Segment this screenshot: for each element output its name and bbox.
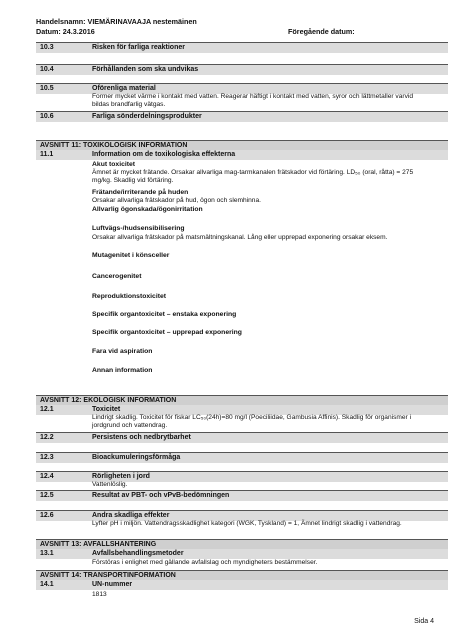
eye-damage-heading: Allvarlig ögonskada/ögonirritation — [92, 206, 203, 213]
row-title: Rörligheten i jord — [92, 473, 150, 480]
section-heading: AVSNITT 14: TRANSPORTINFORMATION — [40, 572, 176, 579]
row-number: 10.3 — [40, 44, 54, 51]
row-number: 12.3 — [40, 454, 54, 461]
row-title: Resultat av PBT- och vPvB-bedömningen — [92, 492, 230, 499]
stot-repeated-heading: Specifik organtoxicitet – upprepad exponering — [92, 329, 242, 336]
acute-toxicity-text: Ämnet är mycket frätande. Orsakar allvarliga mag-tarmkanalen frätskador vid förtäring. LD₅₀ (oral, råtta) = 275 mg/kg. Skadlig vid förtäring. — [92, 169, 414, 184]
trade-name: Handelsnamn: VIEMÄRINAVAAJA nestemäinen — [36, 17, 197, 26]
row-title: Avfallsbehandlingsmetoder — [92, 550, 184, 557]
row-12-5 — [36, 490, 448, 501]
incompatible-materials-text: Former mycket värme i kontakt med vatten. Reagerar häftigt i kontakt med vatten, syror och lättmetaller varvid bildas brandfarlig vätgas. — [92, 93, 414, 108]
previous-date: Föregående datum: — [288, 27, 355, 36]
row-number: 12.1 — [40, 406, 54, 413]
waste-treatment-text: Förstöras i enlighet med gällande avfallslag och myndigheters bestämmelser. — [92, 559, 318, 566]
row-number: 12.2 — [40, 434, 54, 441]
reproductive-toxicity-heading: Reproduktionstoxicitet — [92, 293, 167, 300]
row-number: 12.6 — [40, 512, 54, 519]
row-title: Farliga sönderdelningsprodukter — [92, 113, 202, 120]
stot-single-heading: Specifik organtoxicitet – enstaka exponering — [92, 311, 237, 318]
aspiration-hazard-heading: Fara vid aspiration — [92, 348, 153, 355]
row-number: 12.5 — [40, 492, 54, 499]
sensitisation-text: Orsakar allvarliga frätskador på matsmältningskanal. Lång eller upprepad exponering orsakar eksem. — [92, 234, 388, 241]
row-title: Risken för farliga reaktioner — [92, 44, 185, 51]
section-heading: AVSNITT 11: TOXIKOLOGISK INFORMATION — [40, 142, 188, 149]
row-title: Andra skadliga effekter — [92, 512, 170, 519]
row-10-6 — [36, 111, 448, 122]
skin-corrosion-heading: Frätande/irriterande på huden — [92, 189, 189, 196]
mutagenicity-heading: Mutagenitet i könsceller — [92, 252, 170, 259]
mobility-text: Vattenlöslig. — [92, 481, 128, 488]
row-title: Oförenliga material — [92, 85, 156, 92]
row-title: Persistens och nedbrytbarhet — [92, 434, 191, 441]
carcinogenicity-heading: Cancerogenitet — [92, 273, 142, 280]
row-14-1 — [36, 580, 448, 590]
acute-toxicity-heading: Akut toxicitet — [92, 161, 136, 168]
page-number: Sida 4 — [414, 618, 434, 625]
section-heading: AVSNITT 13: AVFALLSHANTERING — [40, 541, 157, 548]
row-10-3 — [36, 42, 448, 53]
row-number: 10.6 — [40, 113, 54, 120]
document-date: Datum: 24.3.2016 — [36, 27, 95, 36]
row-12-2 — [36, 432, 448, 443]
toxicity-text: Lindrigt skadlig. Toxicitet för fiskar LC₅₀(24h)=80 mg/l (Poeciliidae, Gambusia Affinis). Skadlig för organismer i jordgrund och vattendrag. — [92, 414, 412, 429]
skin-corrosion-text: Orsakar allvarliga frätskador på hud, ögon och slemhinna. — [92, 197, 261, 204]
row-number: 11.1 — [40, 151, 54, 158]
row-title: UN-nummer — [92, 581, 133, 588]
row-13-1 — [36, 549, 448, 559]
other-effects-text: Lyfter pH i miljön. Vattendragsskadlighet kategori (WGK, Tyskland) = 1, Ämnet lindrigt skadlig i vattendrag. — [92, 520, 402, 527]
row-number: 13.1 — [40, 550, 54, 557]
row-number: 12.4 — [40, 473, 54, 480]
row-12-3 — [36, 452, 448, 463]
sensitisation-heading: Luftvägs-/hudsensibilisering — [92, 225, 185, 232]
row-title: Bioackumuleringsförmåga — [92, 454, 181, 461]
other-information-heading: Annan information — [92, 367, 153, 374]
row-number: 10.4 — [40, 66, 54, 73]
un-number-value: 1813 — [92, 591, 107, 598]
row-title: Information om de toxikologiska effekterna — [92, 151, 236, 158]
row-11-1 — [36, 150, 448, 160]
row-title: Förhållanden som ska undvikas — [92, 66, 199, 73]
row-title: Toxicitet — [92, 406, 121, 413]
section-heading: AVSNITT 12: EKOLOGISK INFORMATION — [40, 397, 177, 404]
row-10-4 — [36, 64, 448, 75]
row-number: 14.1 — [40, 581, 54, 588]
row-number: 10.5 — [40, 85, 54, 92]
